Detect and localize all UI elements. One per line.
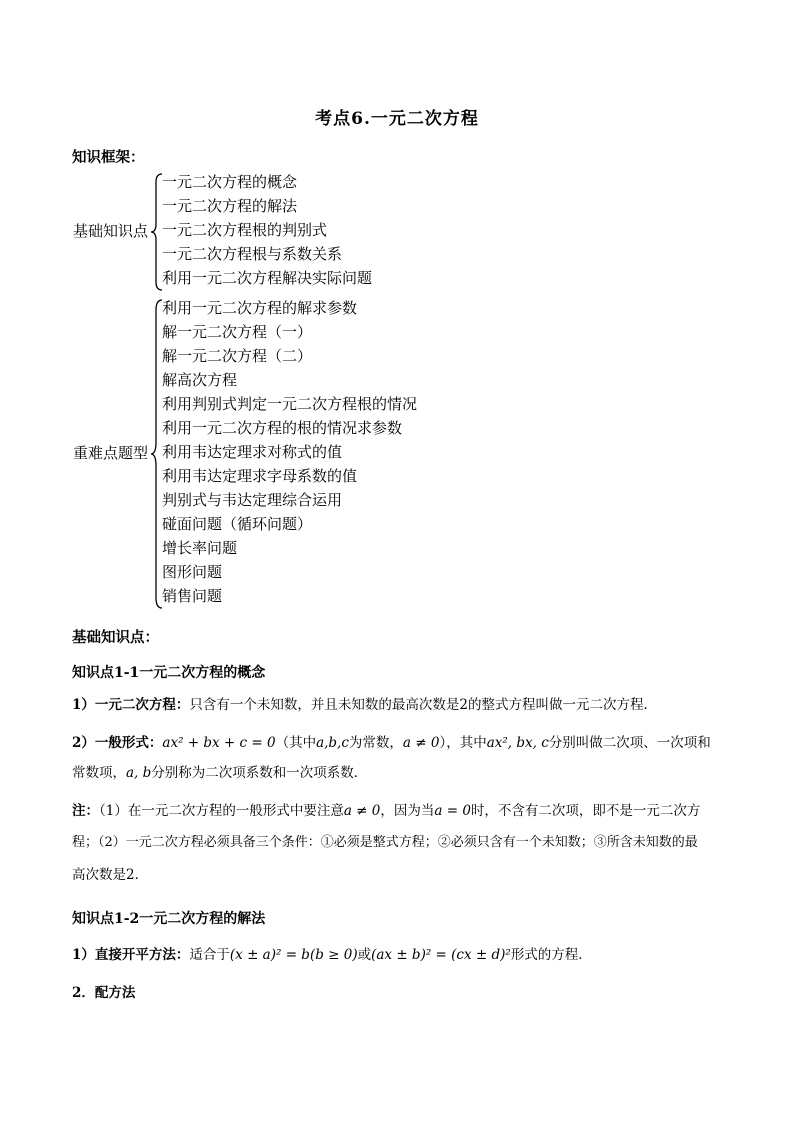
text-fragment: 常数项， — [72, 765, 126, 781]
text-fragment: 或 — [357, 947, 372, 963]
text-fragment: ），其中 — [439, 735, 487, 751]
math-condition: a ≠ 0 — [343, 803, 381, 819]
kp2-title: 知识点1-2一元二次方程的解法 — [72, 911, 266, 927]
text-fragment: 适合于 — [189, 947, 230, 963]
list-item: 解高次方程 — [162, 371, 238, 389]
page-title: 考点6.一元二次方程 — [315, 109, 479, 129]
math-terms: ax², bx, c — [486, 735, 549, 751]
list-item: 利用一元二次方程的解求参数 — [162, 299, 358, 317]
kp1-paragraph-2-line2 — [72, 764, 367, 782]
kp1-p1-label: 1）一元二次方程： — [72, 697, 190, 713]
kp2-p1-label: 1）直接开平方法： — [72, 947, 190, 963]
kp1-title: 知识点1-1一元二次方程的概念 — [72, 665, 266, 681]
text-fragment: 为常数， — [348, 735, 403, 751]
list-item: 一元二次方程的解法 — [162, 197, 298, 215]
list-item: 利用韦达定理求对称式的值 — [162, 443, 343, 461]
group-label: 重难点题型 — [73, 444, 149, 462]
text-fragment: （其中 — [275, 735, 317, 751]
math-condition: a = 0 — [434, 803, 471, 819]
list-item: 一元二次方程根与系数关系 — [162, 245, 343, 263]
text-fragment: （1）在一元二次方程的一般形式中要注意 — [99, 803, 344, 819]
kp1-paragraph-2 — [72, 734, 711, 752]
list-item: 解一元二次方程（二） — [162, 347, 313, 365]
list-item: 利用判别式判定一元二次方程根的情况 — [162, 395, 418, 413]
general-form-formula: ax² + bx + c = 0 — [162, 735, 276, 751]
text-fragment: 时，不含有二次项，即不是一元二次方 — [470, 803, 701, 819]
note-label: 注： — [72, 803, 99, 819]
math-condition: a ≠ 0 — [402, 735, 440, 751]
list-item: 图形问题 — [162, 563, 223, 581]
kp1-p1-text: 只含有一个未知数，并且未知数的最高次数是2的整式方程叫做一元二次方程． — [189, 697, 657, 713]
kp2-paragraph-2: 2．配方法 — [72, 985, 136, 1001]
list-item: 一元二次方程根的判别式 — [162, 221, 328, 239]
list-item: 解一元二次方程（一） — [162, 323, 313, 341]
math-formula: (x ± a)² = b(b ≥ 0) — [229, 947, 358, 963]
list-item: 判别式与韦达定理综合运用 — [162, 491, 343, 509]
kp1-p2-label: 2）一般形式： — [72, 735, 163, 751]
text-fragment: 分别叫做二次项、一次项和 — [548, 735, 711, 751]
list-item: 增长率问题 — [162, 539, 238, 557]
list-item: 碰面问题（循环问题） — [162, 515, 313, 533]
list-item: 销售问题 — [162, 587, 223, 605]
text-fragment: ，因为当 — [380, 803, 435, 819]
list-item: 利用韦达定理求字母系数的值 — [162, 467, 358, 485]
list-item: 利用一元二次方程的根的情况求参数 — [162, 419, 403, 437]
text-fragment: 分别称为二次项系数和一次项系数． — [151, 765, 368, 781]
group-item-list — [162, 170, 372, 290]
math-vars: a,b,c — [316, 735, 349, 751]
kp2-paragraph-1 — [72, 946, 592, 964]
basics-heading: 基础知识点： — [72, 629, 159, 646]
kp1-note-line3: 高次数是2． — [72, 867, 149, 883]
group-label: 基础知识点 — [73, 222, 149, 240]
math-vars: a, b — [126, 765, 152, 781]
group-item-list — [162, 296, 417, 608]
kp1-paragraph-1 — [72, 696, 657, 714]
framework-heading: 知识框架： — [72, 149, 145, 166]
kp1-note-line1 — [72, 802, 700, 820]
kp1-note-line2: 程；（2）一元二次方程必须具备三个条件：①必须是整式方程；②必须只含有一个未知数；③所含未知数的最 — [72, 835, 698, 850]
text-fragment: 形式的方程． — [510, 947, 592, 963]
math-formula: (ax ± b)² = (cx ± d)² — [371, 947, 511, 963]
list-item: 利用一元二次方程解决实际问题 — [162, 269, 373, 287]
list-item: 一元二次方程的概念 — [162, 173, 298, 191]
